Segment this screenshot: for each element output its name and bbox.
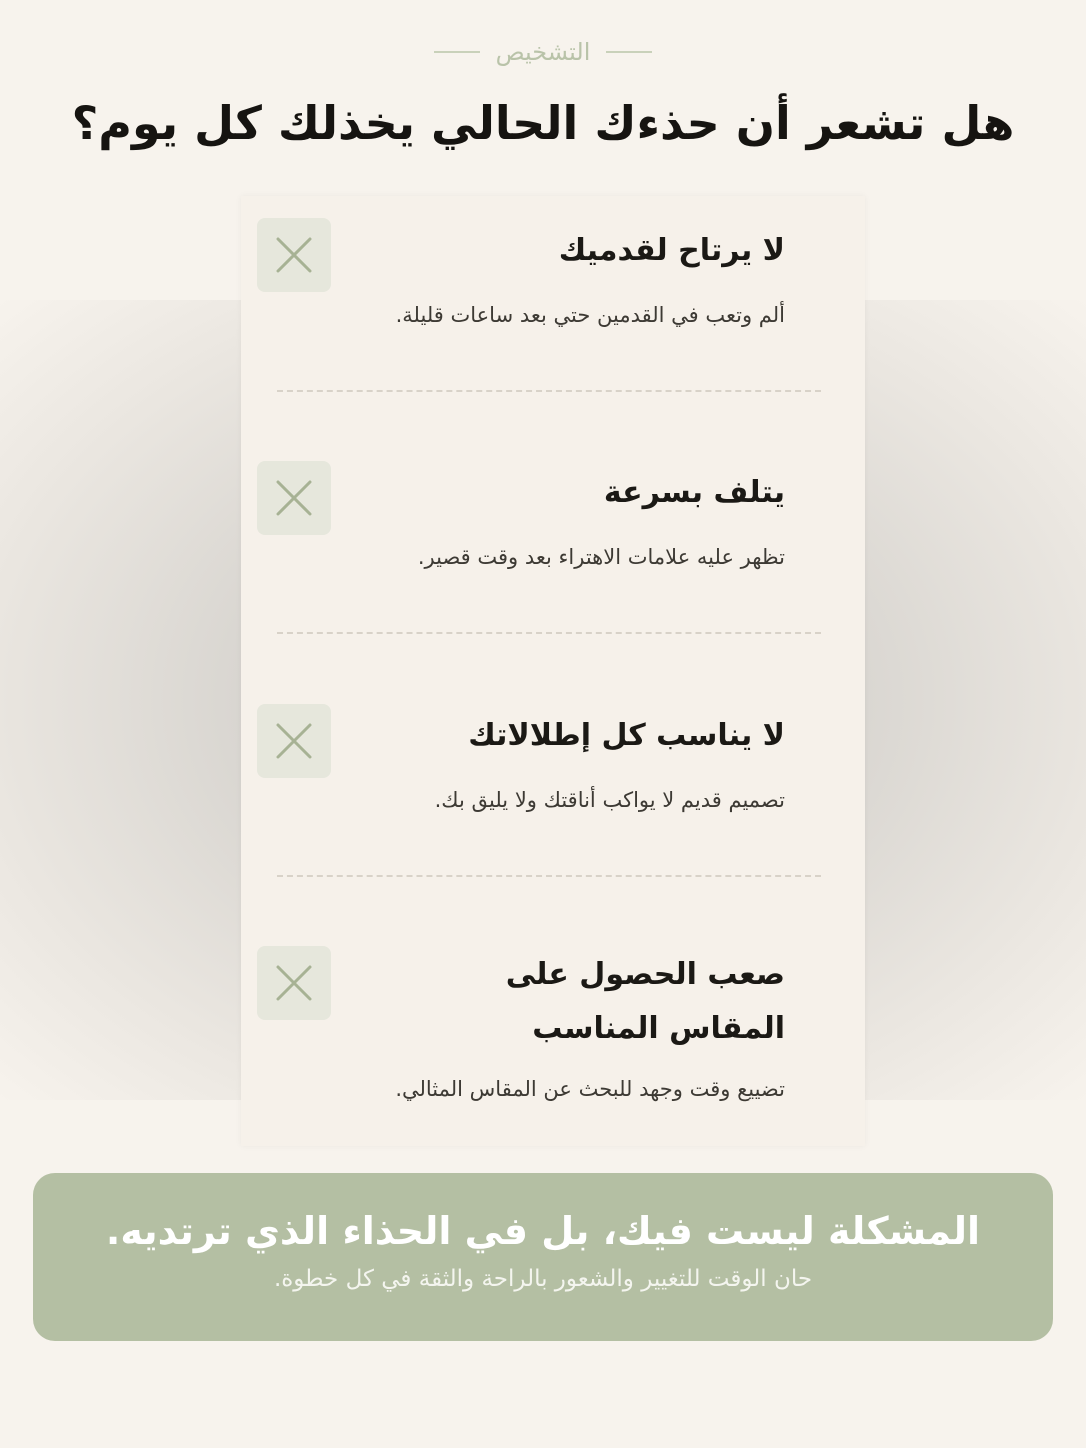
x-icon [257,461,331,535]
banner-title: المشكلة ليست فيك، بل في الحذاء الذي ترتديه. [105,1209,981,1253]
banner-subtitle: حان الوقت للتغيير والشعور بالراحة والثقة في كل خطوة. [273,1266,813,1292]
problem-title: صعب الحصول على المقاس المناسب [505,957,785,1046]
problem-description: تضييع وقت وجهد للبحث عن المقاس المثالي. [395,1077,785,1101]
divider [277,632,821,634]
problem-description: تصميم قديم لا يواكب أناقتك ولا يليق بك. [434,788,785,812]
problem-description: تظهر عليه علامات الاهتراء بعد وقت قصير. [417,545,785,569]
eyebrow-label: التشخيص [495,38,591,66]
x-icon [257,218,331,292]
problems-card [241,196,865,1146]
problem-description: ألم وتعب في القدمين حتي بعد ساعات قليلة. [395,303,785,327]
eyebrow-line-left [434,51,480,53]
x-icon [257,946,331,1020]
problem-item [277,224,785,330]
conclusion-banner [33,1173,1053,1341]
eyebrow [434,30,653,74]
problem-title: يتلف بسرعة [603,475,785,510]
problem-item [277,709,785,815]
divider [277,875,821,877]
page-title: هل تشعر أن حذءك الحالي يخذلك كل يوم؟ [71,96,1015,150]
problem-title: لا يناسب كل إطلالاتك [468,718,785,753]
header [0,30,1086,151]
divider [277,390,821,392]
x-icon [257,704,331,778]
problem-item [277,948,785,1104]
eyebrow-line-right [606,51,652,53]
problem-item [277,466,785,572]
problem-title: لا يرتاح لقدميك [558,233,785,268]
